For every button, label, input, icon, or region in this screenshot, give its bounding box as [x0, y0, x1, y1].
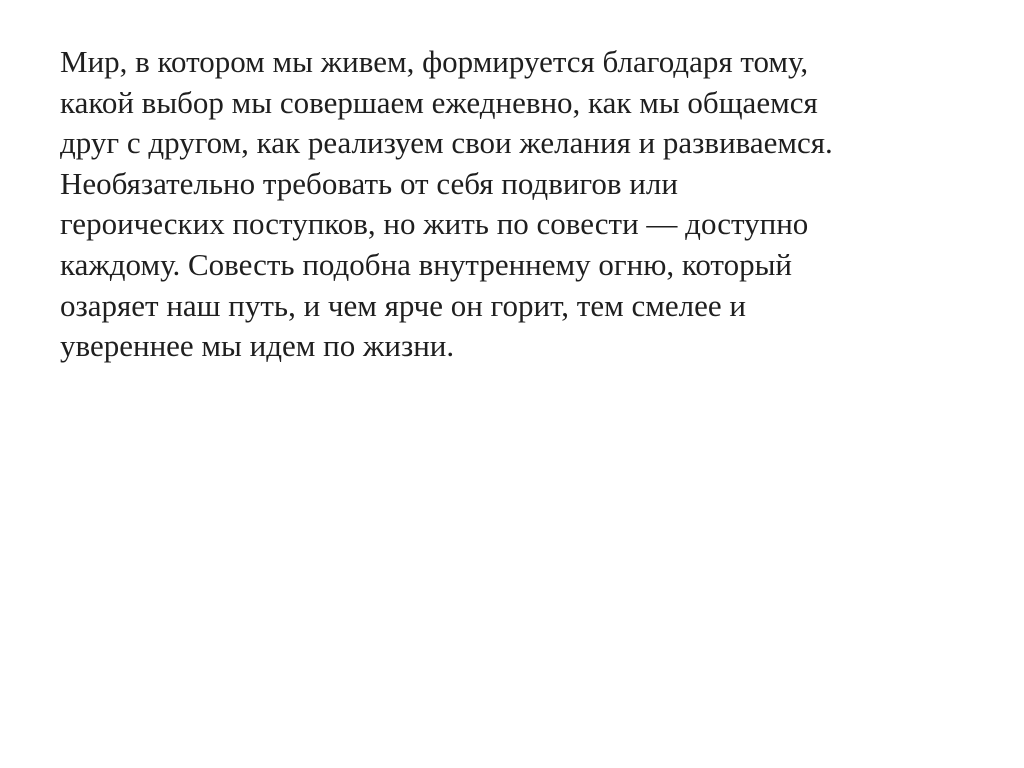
text-line-7: озаряет наш путь, и чем ярче он горит, тем смелее и [60, 287, 746, 323]
body-paragraph [60, 42, 960, 367]
text-line-5: героических поступков, но жить по совести — доступно [60, 206, 809, 242]
text-line-6: каждому. Совесть подобна внутреннему огню, который [60, 246, 792, 282]
text-line-4: Необязательно требовать от себя подвигов или [60, 165, 678, 201]
text-line-2: какой выбор мы совершаем ежедневно, как мы общаемся [60, 84, 818, 120]
text-line-8: увереннее мы идем по жизни. [60, 328, 455, 364]
text-line-3: друг с другом, как реализуем свои желания и развиваемся. [60, 125, 833, 161]
text-line-1: Мир, в котором мы живем, формируется благодаря тому, [60, 44, 809, 79]
